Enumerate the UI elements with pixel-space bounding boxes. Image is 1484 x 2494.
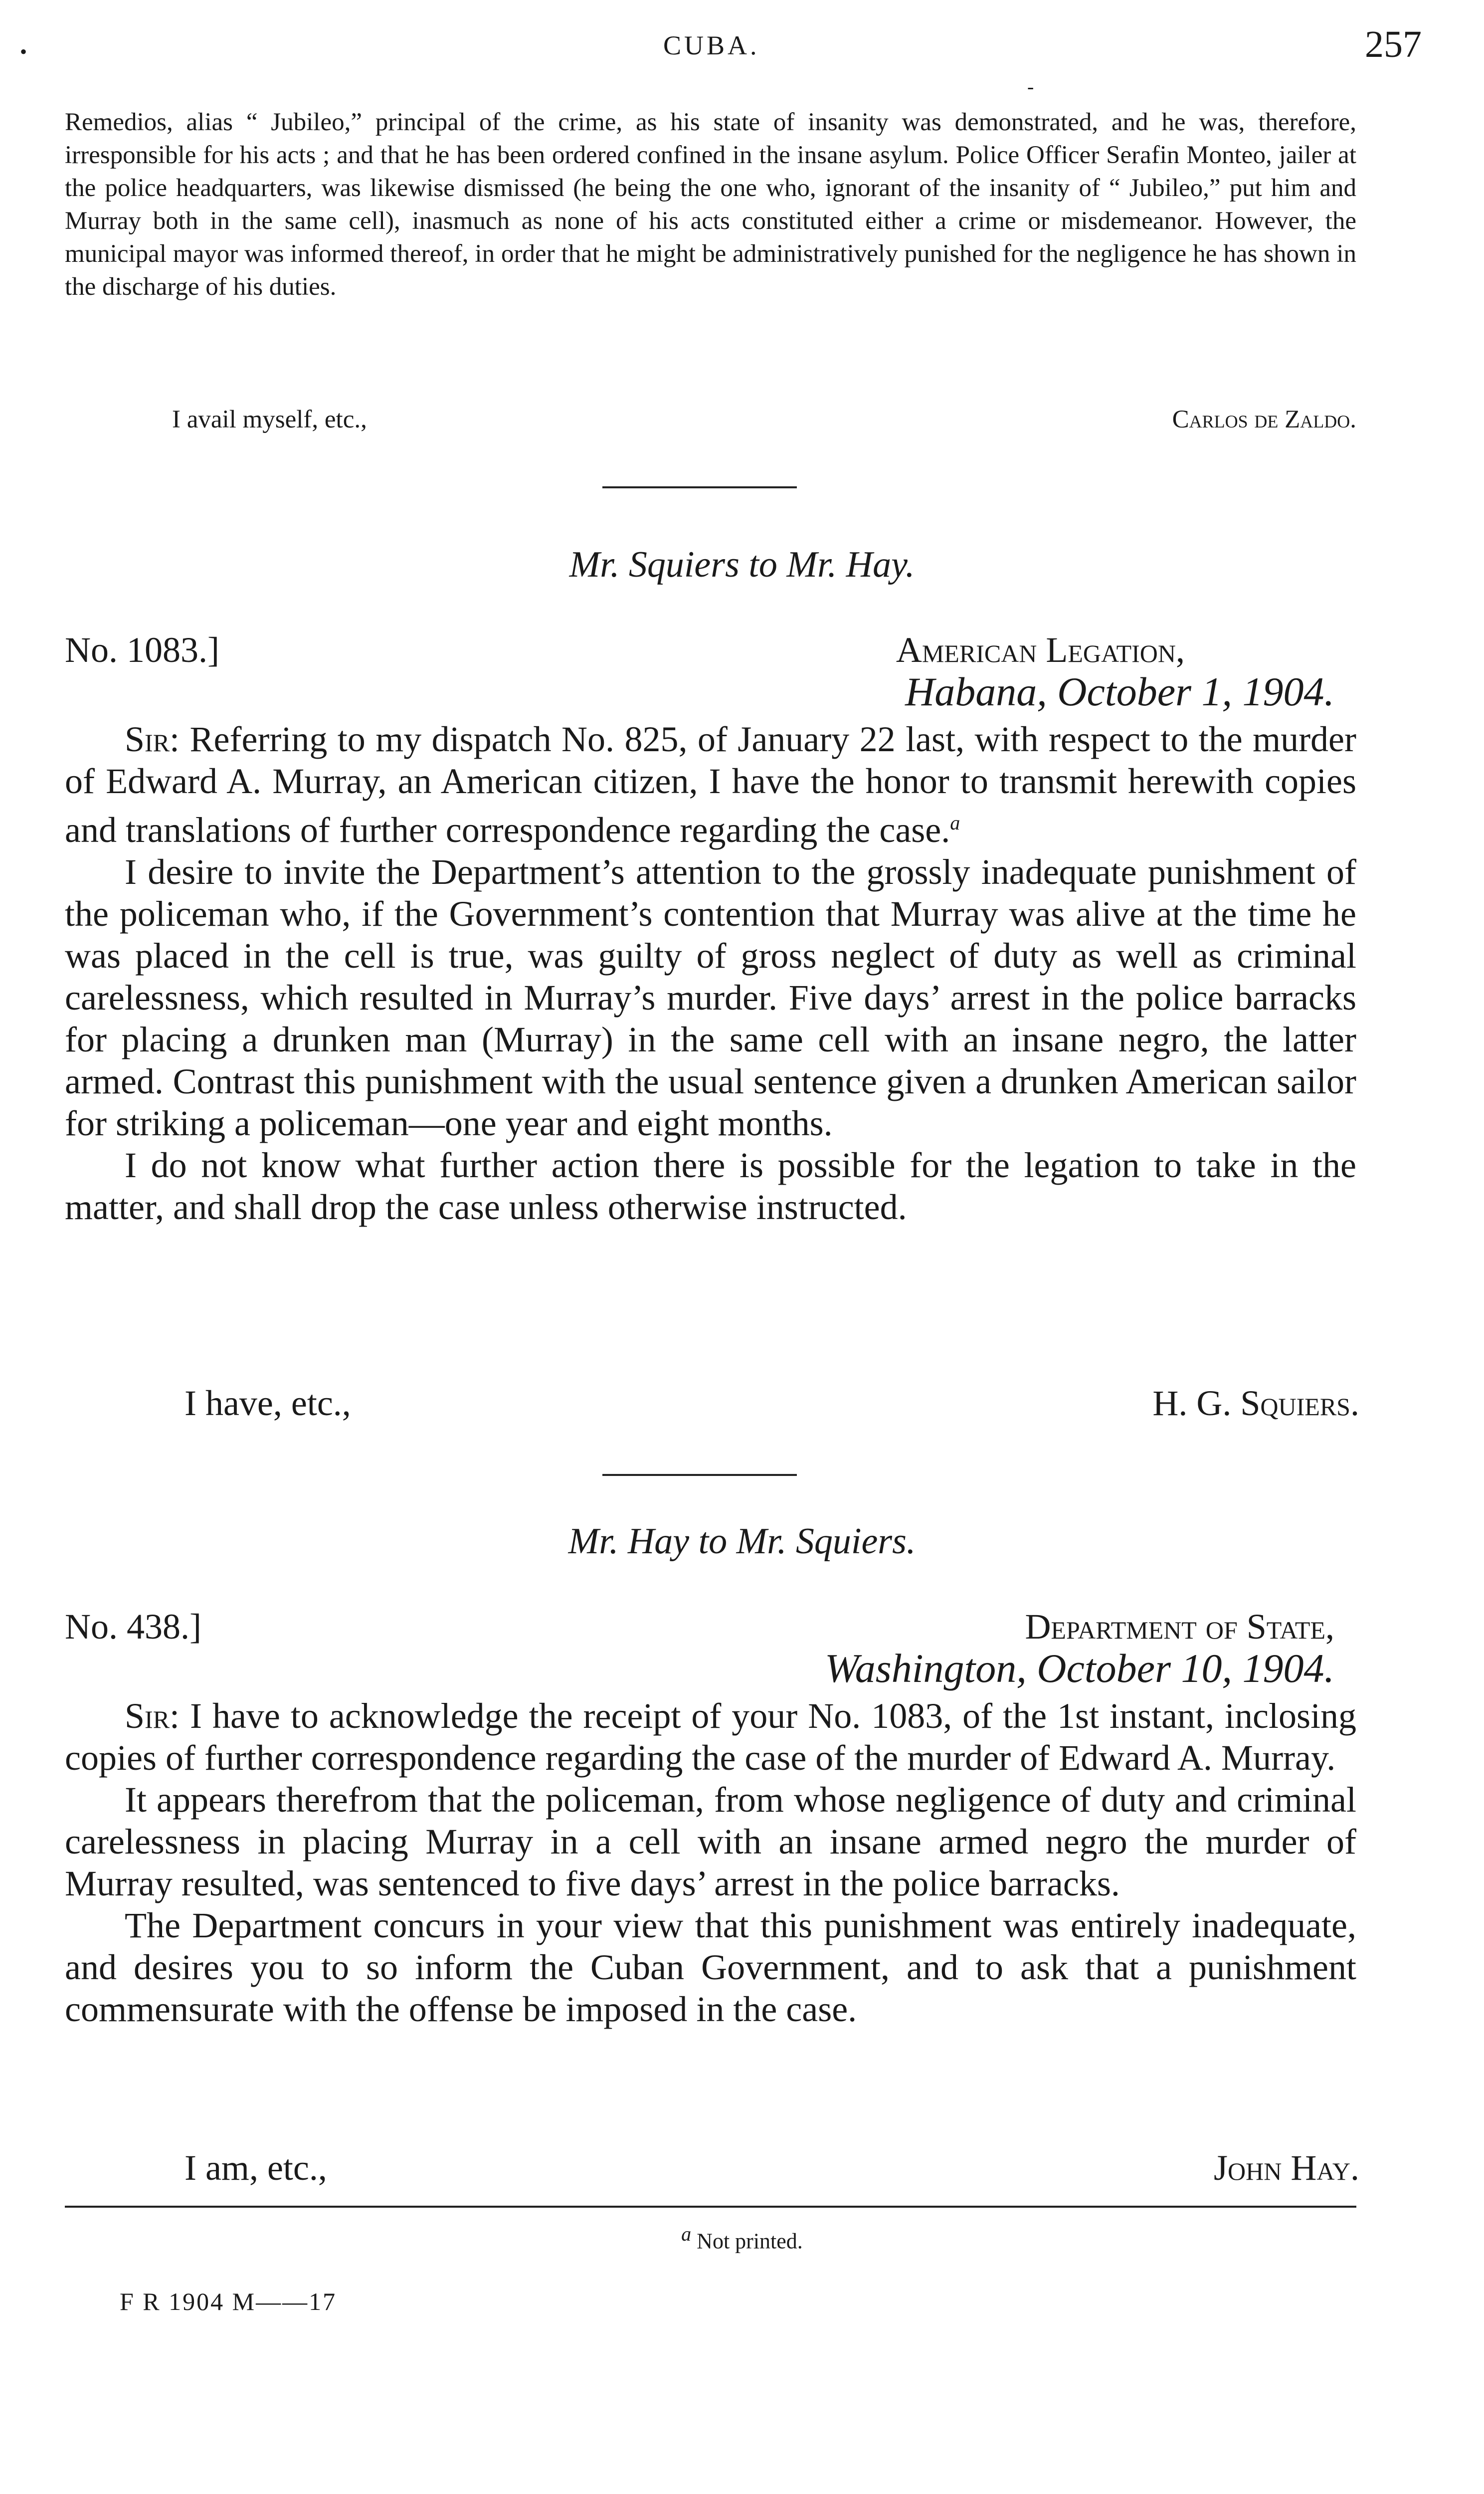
- footnote-marker: a: [681, 2223, 692, 2245]
- footnote-text: Not printed.: [697, 2229, 803, 2254]
- letter1-signature: H. G. Squiers.: [1152, 1383, 1359, 1423]
- letter2-body: [65, 1695, 1356, 2030]
- letter1-sender: American Legation,: [896, 630, 1185, 670]
- letter1-closing: I have, etc.,: [185, 1383, 351, 1423]
- running-head-title: CUBA.: [663, 30, 760, 60]
- header-dash: -: [1027, 75, 1034, 98]
- footnote-reference: a: [950, 812, 960, 834]
- previous-dispatch-paragraph: Remedios, alias “ Jubileo,” principal of the crime, as his state of insanity was demonstrated, and he was, therefore, irresponsible for his acts ; and that he has been ordered confined in the insane asylum. Police Officer Serafin Monteo, jailer at the police headquarters, was likewise dismissed (he being the one who, ignorant of the insanity of “ Jubileo,” put him and Murray both in the same cell), inasmuch as none of his acts constituted either a crime or misdemeanor. However, the municipal mayor was informed thereof, in order that he might be administratively punished for the negligence he has shown in the discharge of his duties.: [65, 108, 1356, 301]
- letter2-signature: John Hay.: [1214, 2148, 1359, 2188]
- signature-mark: F R 1904 M——17: [120, 2287, 337, 2315]
- section-divider: [602, 1474, 797, 1476]
- letter2-paragraph-1: Sir: I have to acknowledge the receipt of your No. 1083, of the 1st instant, inclosing copies of further correspondence regarding the case of the murder of Edward A. Murray.: [65, 1696, 1356, 1778]
- letter2-salutation: Sir:: [125, 1696, 180, 1736]
- previous-dispatch-text: [65, 106, 1356, 303]
- letter2-sender: Department of State,: [1025, 1607, 1334, 1647]
- letter1-paragraph-1: Sir: Referring to my dispatch No. 825, of January 22 last, with respect to the murder of Edward A. Murray, an American citizen, I have the honor to transmit herewith copies and translations of further correspondence regarding the case.$^a$: [65, 719, 1356, 850]
- letter1-salutation: Sir:: [125, 719, 180, 759]
- letter1-paragraph-2: I desire to invite the Department’s attention to the grossly inadequate punishment of the policeman who, if the Government’s contention that Murray was alive at the time he was placed in the cell is true, was guilty of gross neglect of duty as well as criminal carelessness, which resulted in Murray’s murder. Five days’ arrest in the police barracks for placing a drunken man (Murray) in the same cell with an insane negro, the latter armed. Contrast this punishment with the usual sentence given a drunken American sailor for striking a policeman—one year and eight months.: [65, 852, 1356, 1143]
- letter1-body: [65, 718, 1356, 1228]
- letter1-number: No. 1083.]: [65, 630, 219, 670]
- header-dot: •: [20, 40, 27, 63]
- letter1-place-date: Habana, October 1, 1904.: [905, 669, 1334, 714]
- page-number: 257: [1365, 23, 1422, 65]
- footnote-rule: [65, 2206, 1356, 2208]
- letter2-heading: Mr. Hay to Mr. Squiers.: [568, 1521, 916, 1562]
- previous-dispatch-closing: I avail myself, etc.,: [172, 406, 367, 433]
- footnote: [0, 2222, 1484, 2254]
- previous-dispatch-signature: Carlos de Zaldo.: [1172, 406, 1356, 433]
- letter2-paragraph-2: It appears therefrom that the policeman, from whose negligence of duty and criminal carelessness in placing Murray in a cell with an insane armed negro the murder of Murray resulted, was sentenced to five days’ arrest in the police barracks.: [65, 1780, 1356, 1903]
- letter2-closing: I am, etc.,: [185, 2148, 327, 2188]
- letter2-place-date: Washington, October 10, 1904.: [825, 1646, 1334, 1691]
- letter1-paragraph-3: I do not know what further action there is possible for the legation to take in the matter, and shall drop the case unless otherwise instructed.: [65, 1145, 1356, 1227]
- section-divider: [602, 486, 797, 488]
- letter2-paragraph-3: The Department concurs in your view that this punishment was entirely inadequate, and desires you to so inform the Cuban Government, and to ask that a punishment commensurate with the offense be imposed in the case.: [65, 1905, 1356, 2029]
- letter2-number: No. 438.]: [65, 1607, 201, 1647]
- letter1-heading: Mr. Squiers to Mr. Hay.: [569, 544, 915, 585]
